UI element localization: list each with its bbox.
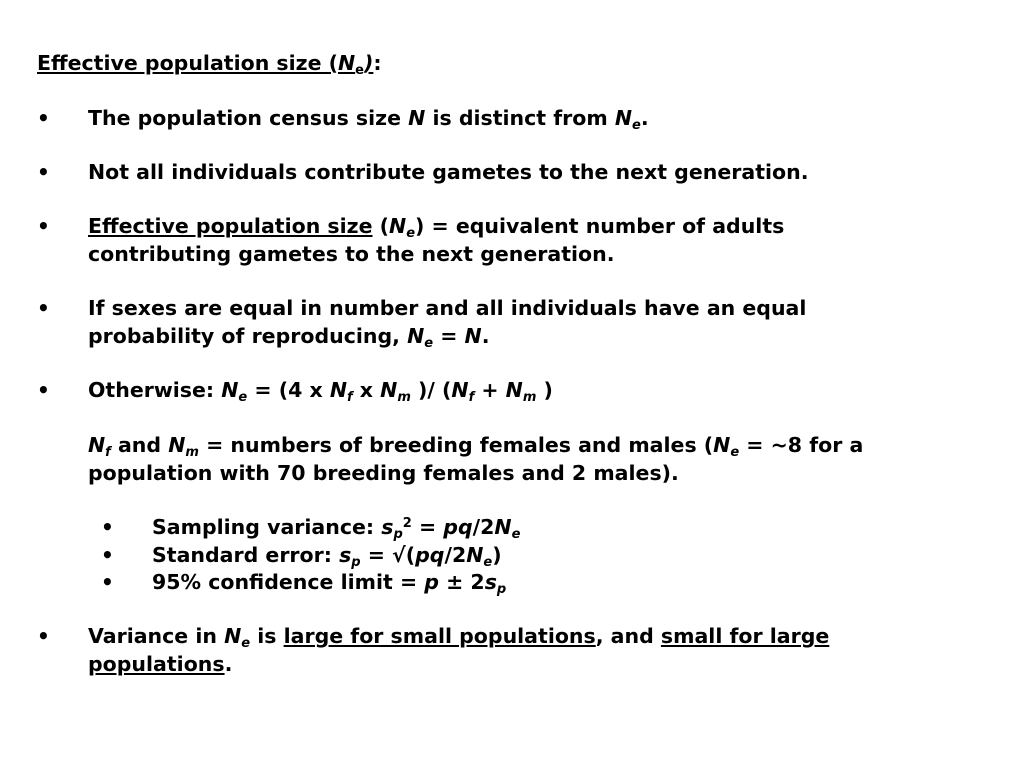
b3-line-2-text: contributing gametes to the next generation. <box>88 242 615 266</box>
heading-close-paren: ) <box>364 51 374 75</box>
b6-period: . <box>224 652 233 676</box>
bullet-6-line-2 <box>88 650 232 678</box>
b5-subscript-f2: f <box>468 390 475 405</box>
bullet-3-line-1 <box>88 212 784 240</box>
heading-text: Effective population size ( <box>37 51 338 75</box>
b1-symbol-N: N <box>408 106 426 130</box>
b6-part-a: Variance in <box>88 624 225 648</box>
b1-subscript-e: e <box>632 118 641 133</box>
b6-subscript-e: e <box>241 636 251 651</box>
sub1-subscript-e: e <box>511 527 521 542</box>
heading-colon: : <box>373 51 382 75</box>
note-line-2 <box>88 459 679 487</box>
sub2-div: /2 <box>444 543 467 567</box>
b3-part-a: ( <box>372 214 390 238</box>
b5-part-c: x <box>352 378 381 402</box>
bullet-dot-1: • <box>37 106 50 130</box>
b6-part-b: is <box>250 624 284 648</box>
b6-symbol-N: N <box>224 624 242 648</box>
b2-text: Not all individuals contribute gametes to the next generation. <box>88 160 809 184</box>
b4-subscript-e: e <box>424 336 434 351</box>
sub3-plusminus: ± 2 <box>438 570 485 594</box>
b1-part-a: The population census size <box>88 106 409 130</box>
bullet-1-text <box>88 104 649 132</box>
b1-symbol-N2: N <box>614 106 633 130</box>
sub2-label: Standard error: <box>152 543 340 567</box>
note-subscript-e: e <box>730 445 740 460</box>
bullet-dot-4: • <box>37 296 50 320</box>
b5-part-g: + <box>474 378 506 402</box>
b3-subscript-e: e <box>406 226 416 241</box>
bullet-4-line-1 <box>88 294 806 322</box>
b6-part-c: , and <box>595 624 661 648</box>
b4-symbol-N2: N <box>464 324 482 348</box>
sub-bullet-dot-3: • <box>101 570 114 594</box>
b5-part-d: )/ ( <box>410 378 452 402</box>
sub1-symbol-s: s <box>381 515 394 539</box>
sub1-label: Sampling variance: <box>152 515 382 539</box>
b5-symbol-Nf: N <box>329 378 348 402</box>
b5-symbol-Nm2: N <box>505 378 523 402</box>
b3-symbol-N: N <box>389 214 407 238</box>
sub1-equals: = <box>411 515 444 539</box>
sub-bullet-dot-2: • <box>101 543 114 567</box>
sub1-subscript-p: p <box>393 527 403 542</box>
b5-part-h: ) <box>536 378 553 402</box>
b4-symbol-N: N <box>407 324 425 348</box>
bullet-dot-3: • <box>37 214 50 238</box>
sub3-label: 95% confidence limit = <box>152 570 425 594</box>
b1-period: . <box>640 106 649 130</box>
sub-bullet-dot-1: • <box>101 515 114 539</box>
b5-symbol-N: N <box>221 378 239 402</box>
note-part-a: and <box>110 433 169 457</box>
heading-subscript-e: e <box>355 63 364 78</box>
b4-period: . <box>481 324 490 348</box>
bullet-4-line-2 <box>88 322 490 350</box>
b4-part-b: = <box>433 324 465 348</box>
sub-bullet-3-text <box>152 568 506 596</box>
bullet-dot-5: • <box>37 378 50 402</box>
sub2-symbol-s: s <box>339 543 352 567</box>
b1-part-b: is distinct from <box>425 106 615 130</box>
b5-symbol-Nf2: N <box>451 378 469 402</box>
sub3-symbol-s: s <box>484 570 497 594</box>
b6-underlined-large: small for large <box>660 624 830 648</box>
note-symbol-Nm: N <box>168 433 186 457</box>
b5-symbol-Nm: N <box>380 378 398 402</box>
b4-line-1-text: If sexes are equal in number and all individuals have an equal <box>88 296 807 320</box>
sub3-subscript-p: p <box>496 582 507 597</box>
b5-subscript-f: f <box>347 390 353 405</box>
b5-label: Otherwise: <box>88 378 222 402</box>
sub3-symbol-p: p <box>424 570 439 594</box>
note-symbol-Ne: N <box>713 433 731 457</box>
sub-bullet-2-text <box>152 541 502 569</box>
sub1-superscript-2: 2 <box>402 516 412 531</box>
heading-symbol-N: N <box>338 51 356 75</box>
note-line-1 <box>88 431 863 459</box>
note-line-2-text: population with 70 breeding females and 2 males). <box>88 461 679 485</box>
bullet-2-text <box>88 158 809 186</box>
bullet-3-line-2 <box>88 240 615 268</box>
note-part-c: = ~8 for a <box>739 433 864 457</box>
sub2-equals-sqrt: = √( <box>360 543 416 567</box>
bullet-dot-6: • <box>37 624 50 648</box>
sub2-symbol-N: N <box>466 543 484 567</box>
sub2-subscript-p: p <box>351 555 361 570</box>
b5-part-b: = (4 x <box>247 378 330 402</box>
b6-underlined-small: large for small populations <box>283 624 596 648</box>
sub2-close: ) <box>492 543 502 567</box>
heading-underlined <box>37 51 374 78</box>
b5-subscript-e: e <box>238 390 248 405</box>
b5-subscript-m: m <box>397 390 411 405</box>
bullet-dot-2: • <box>37 160 50 184</box>
sub2-symbol-pq: pq <box>415 543 445 567</box>
note-subscript-f: f <box>105 445 111 460</box>
sub-bullet-1-text <box>152 513 520 541</box>
sub2-subscript-e: e <box>483 555 493 570</box>
sub1-symbol-pq: pq <box>443 515 473 539</box>
b3-term: Effective population size <box>88 214 373 238</box>
note-symbol-Nf: N <box>88 433 106 457</box>
slide-heading <box>37 49 382 77</box>
bullet-5-formula <box>88 376 553 404</box>
sub1-symbol-N: N <box>494 515 512 539</box>
b4-part-a: probability of reproducing, <box>88 324 408 348</box>
note-subscript-m: m <box>185 445 199 460</box>
bullet-6-line-1 <box>88 622 829 650</box>
b6-underlined-populations: populations <box>88 652 225 676</box>
note-part-b: = numbers of breeding females and males ( <box>198 433 714 457</box>
sub1-div: /2 <box>472 515 495 539</box>
b5-subscript-m2: m <box>522 390 537 405</box>
b3-part-b: ) = equivalent number of adults <box>415 214 785 238</box>
